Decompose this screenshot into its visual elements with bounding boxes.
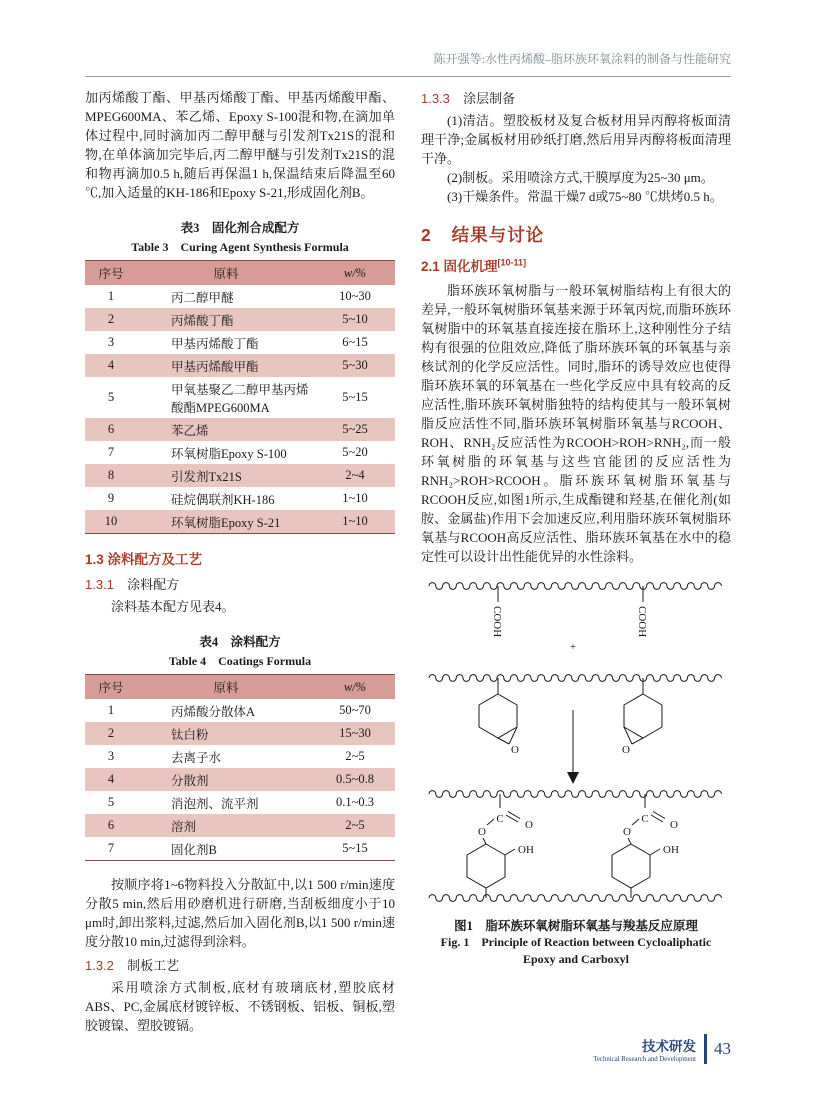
table-cell: 甲基丙烯酸甲酯	[171, 359, 259, 374]
table-cell: 5~10	[342, 312, 368, 326]
table-row	[85, 377, 395, 418]
table-cell: 甲氧基聚乙二醇甲基丙烯酸酯MPEG600MA	[171, 382, 309, 415]
footer-label-en: Technical Research and Development	[593, 1056, 696, 1063]
table-cell: 1~10	[342, 491, 368, 505]
section-title: 涂层制备	[463, 91, 516, 106]
table3-col-wpct: w/%	[343, 265, 367, 280]
table-row	[85, 814, 395, 837]
table-cell: 4	[107, 358, 115, 372]
table-cell: 5	[107, 390, 115, 404]
ester-o-label: O	[623, 826, 631, 838]
section-title: 涂料配方	[127, 577, 180, 592]
table3-title-en: Table 3 Curing Agent Synthesis Formula	[131, 240, 349, 254]
epoxide-o-label: O	[622, 744, 630, 756]
table-cell: 钛白粉	[171, 727, 209, 742]
table3	[85, 260, 395, 534]
table4-block	[85, 632, 395, 861]
figure1-caption-en	[421, 934, 731, 968]
table-cell: 分散剂	[171, 773, 209, 788]
table3-title-zh: 表3 固化剂合成配方	[180, 221, 300, 235]
table-row	[85, 837, 395, 861]
section-title: 结果与讨论	[451, 225, 545, 245]
paragraph: (3)干燥条件。常温干燥7 d或75~80 ℃烘烤0.5 h。	[447, 189, 723, 204]
table-cell: 去离子水	[171, 750, 222, 765]
table-row	[85, 487, 395, 510]
table-cell: 6	[107, 422, 115, 436]
footer-label-zh: 技术研发	[642, 1039, 696, 1054]
table-cell: 10~30	[339, 289, 371, 303]
table4	[85, 674, 395, 861]
page-number: 43	[714, 1039, 731, 1058]
footer-divider-bar	[704, 1034, 707, 1064]
table4-title-en: Table 4 Coatings Formula	[168, 654, 312, 668]
table4-header-row	[85, 675, 395, 700]
paragraph: (1)清洁。塑胶板材及复合板材用异丙醇将板面清理干净;金属板材用砂纸打磨,然后用异丙醇将板面清理干净。	[421, 113, 731, 166]
hydroxyl-label: OH	[518, 844, 534, 856]
section-number: 2	[421, 225, 432, 245]
section-number: 1.3.3	[421, 91, 450, 106]
table-cell: 2~5	[345, 749, 365, 763]
table-row	[85, 745, 395, 768]
table-cell: 1~10	[342, 514, 368, 528]
table-cell: 5~25	[342, 422, 368, 436]
paragraph: 脂环族环氧树脂与一般环氧树脂结构上有很大的差异,一般环氧树脂环氧基来源于环氧丙烷,而脂环族环氧树脂中的环氧基直接连接在脂环上,这种刚性分子结构有很强的位阻效应,降低了脂环族环氧的环氧基与亲核试剂的化学反应活性。同时,脂环的诱导效应也使得脂环族环氧的环氧基在一些化学反应中具有较高的反应活性,脂环族环氧树脂独特的结构使其与一般环氧树脂反应活性不同,脂环族环氧树脂环氧基与RCOOH、ROH、RNH₂反应活性为RCOOH>ROH>RNH₂,而一般环氧树脂的环氧基与这些官能团的反应活性为RNH₂>ROH>RCOOH。脂环族环氧树脂环氧基与RCOOH反应,如图1所示,生成酯键和羟基,在催化剂(如胺、金属盐)作用下会加速反应,利用脂环族环氧树脂环氧基与RCOOH高反应活性、脂环族环氧基在水中的稳定性可以设计出性能优异的水性涂料。	[421, 283, 731, 564]
figure1-caption-en-line2: Epoxy and Carboxyl	[522, 952, 630, 966]
table-row	[85, 510, 395, 534]
table-cell: 2	[107, 726, 115, 740]
table-cell: 5~30	[342, 358, 368, 372]
table-row	[85, 464, 395, 487]
table-cell: 5~20	[342, 445, 368, 459]
table-cell: 固化剂B	[171, 842, 217, 857]
plus-sign: +	[569, 641, 577, 653]
cooh-label: COOH	[636, 606, 648, 638]
table-cell: 9	[107, 491, 115, 505]
table-cell: 1	[107, 289, 115, 303]
table-cell: 15~30	[339, 726, 371, 740]
running-head: 陈开强等:水性丙烯酸–脂环族环氧涂料的制备与性能研究	[85, 50, 731, 77]
section-number: 1.3.1	[85, 577, 114, 592]
table4-col-index: 序号	[98, 681, 124, 695]
table-row	[85, 699, 395, 722]
table-row	[85, 791, 395, 814]
left-column	[85, 88, 395, 1035]
table-cell: 丙烯酸分散体A	[171, 704, 256, 719]
table-cell: 4	[107, 772, 115, 786]
table-cell: 1	[107, 703, 115, 717]
table-row	[85, 354, 395, 377]
table-cell: 甲基丙烯酸丁酯	[171, 336, 259, 351]
cooh-label: COOH	[491, 606, 503, 638]
paragraph: 按顺序将1~6物料投入分散缸中,以1 500 r/min速度分散5 min,然后用砂磨机进行研磨,当刮板细度小于10 μm时,卸出浆料,过滤,然后加入固化剂B,以1 500 r/min速度分散10 min,过滤得到涂料。	[85, 877, 395, 949]
table-cell: 2	[107, 312, 115, 326]
section-2-heading	[421, 222, 731, 247]
table-cell: 引发剂Tx21S	[171, 469, 242, 484]
footer-section-label	[593, 1035, 696, 1063]
table-cell: 2~5	[345, 818, 365, 832]
table-cell: 苯乙烯	[171, 423, 209, 438]
epoxide-o-label: O	[511, 744, 519, 756]
section-title: 固化机理	[443, 259, 498, 274]
table3-col-index: 序号	[98, 267, 124, 281]
table4-col-wpct: w/%	[343, 679, 367, 694]
section-title: 制板工艺	[127, 958, 180, 973]
carbonyl-c-label: C	[496, 813, 504, 825]
figure1-caption-zh: 图1 脂环族环氧树脂环氧基与羧基反应原理	[454, 919, 698, 933]
table-row	[85, 441, 395, 464]
table-row	[85, 331, 395, 354]
table3-header-row	[85, 261, 395, 286]
table-cell: 消泡剂、流平剂	[171, 796, 259, 811]
table-cell: 丙烯酸丁酯	[171, 313, 234, 328]
table4-title-zh: 表4 涂料配方	[199, 635, 281, 649]
table-row	[85, 722, 395, 745]
table-cell: 7	[107, 445, 115, 459]
table-cell: 3	[107, 335, 115, 349]
table-cell: 环氧树脂Epoxy S-100	[171, 446, 287, 461]
right-column	[421, 88, 731, 1035]
reaction-scheme	[421, 572, 731, 912]
citation-ref: [10-11]	[497, 257, 527, 268]
figure1-caption-en-line1: Fig. 1 Principle of Reaction between Cycloaliphatic	[440, 935, 712, 949]
table-row	[85, 418, 395, 441]
table-cell: 0.1~0.3	[335, 795, 374, 809]
table3-block	[85, 218, 395, 534]
table-cell: 7	[107, 841, 115, 855]
table-cell: 硅烷偶联剂KH-186	[171, 492, 275, 507]
table-cell: 环氧树脂Epoxy S-21	[171, 515, 281, 530]
table-cell: 5~15	[342, 390, 368, 404]
paragraph: 涂料基本配方见表4。	[111, 599, 235, 614]
carbonyl-o-label: O	[525, 819, 533, 831]
table-cell: 6~15	[342, 335, 368, 349]
table-row	[85, 768, 395, 791]
section-1-3-1-heading	[85, 574, 395, 593]
paragraph: 采用喷涂方式制板,底材有玻璃底材,塑胶底材ABS、PC,金属底材镀锌板、不锈钢板、铝板、铜板,塑胶镀镍、塑胶镀镉。	[85, 980, 395, 1033]
table3-col-material: 原料	[213, 267, 239, 281]
ester-o-label: O	[478, 826, 486, 838]
reaction-arrow	[567, 772, 579, 784]
table-cell: 2~4	[345, 468, 365, 482]
figure1	[421, 572, 731, 968]
table-row	[85, 285, 395, 308]
section-number: 2.1	[421, 259, 440, 274]
section-number: 1.3	[85, 552, 104, 567]
section-1-3-2-heading	[85, 955, 395, 974]
table-cell: 丙二醇甲醚	[171, 290, 234, 305]
hydroxyl-label: OH	[663, 844, 679, 856]
section-1-3-3-heading	[421, 88, 731, 107]
table4-col-material: 原料	[213, 681, 239, 695]
section-number: 1.3.2	[85, 958, 114, 973]
table-cell: 8	[107, 468, 115, 482]
section-1-3-heading	[85, 548, 395, 568]
page-body	[85, 88, 731, 1035]
table-row	[85, 308, 395, 331]
section-2-1-heading	[421, 255, 731, 275]
table-cell: 溶剂	[171, 819, 197, 834]
section-title: 涂料配方及工艺	[107, 552, 203, 567]
table-cell: 5	[107, 795, 115, 809]
table-cell: 3	[107, 749, 115, 763]
paragraph: (2)制板。采用喷涂方式,干膜厚度为25~30 μm。	[447, 170, 714, 185]
table-cell: 50~70	[339, 703, 371, 717]
table-cell: 0.5~0.8	[335, 772, 374, 786]
carbonyl-c-label: C	[641, 813, 649, 825]
table-cell: 5~15	[342, 841, 368, 855]
table-cell: 10	[104, 514, 118, 528]
carbonyl-o-label: O	[670, 819, 678, 831]
table-cell: 6	[107, 818, 115, 832]
page-footer	[593, 1034, 731, 1064]
paragraph: 加丙烯酸丁酯、甲基丙烯酸丁酯、甲基丙烯酸甲酯、MPEG600MA、苯乙烯、Epoxy S-100混和物,在滴加单体过程中,同时滴加丙二醇甲醚与引发剂Tx21S的混和物,在单体滴加完毕后,丙二醇甲醚与引发剂Tx21S的混和物再滴加0.5 h,随后再保温1 h,保温结束后降温至60 ℃,加入适量的KH-186和Epoxy S-21,形成固化剂B。	[85, 90, 395, 200]
